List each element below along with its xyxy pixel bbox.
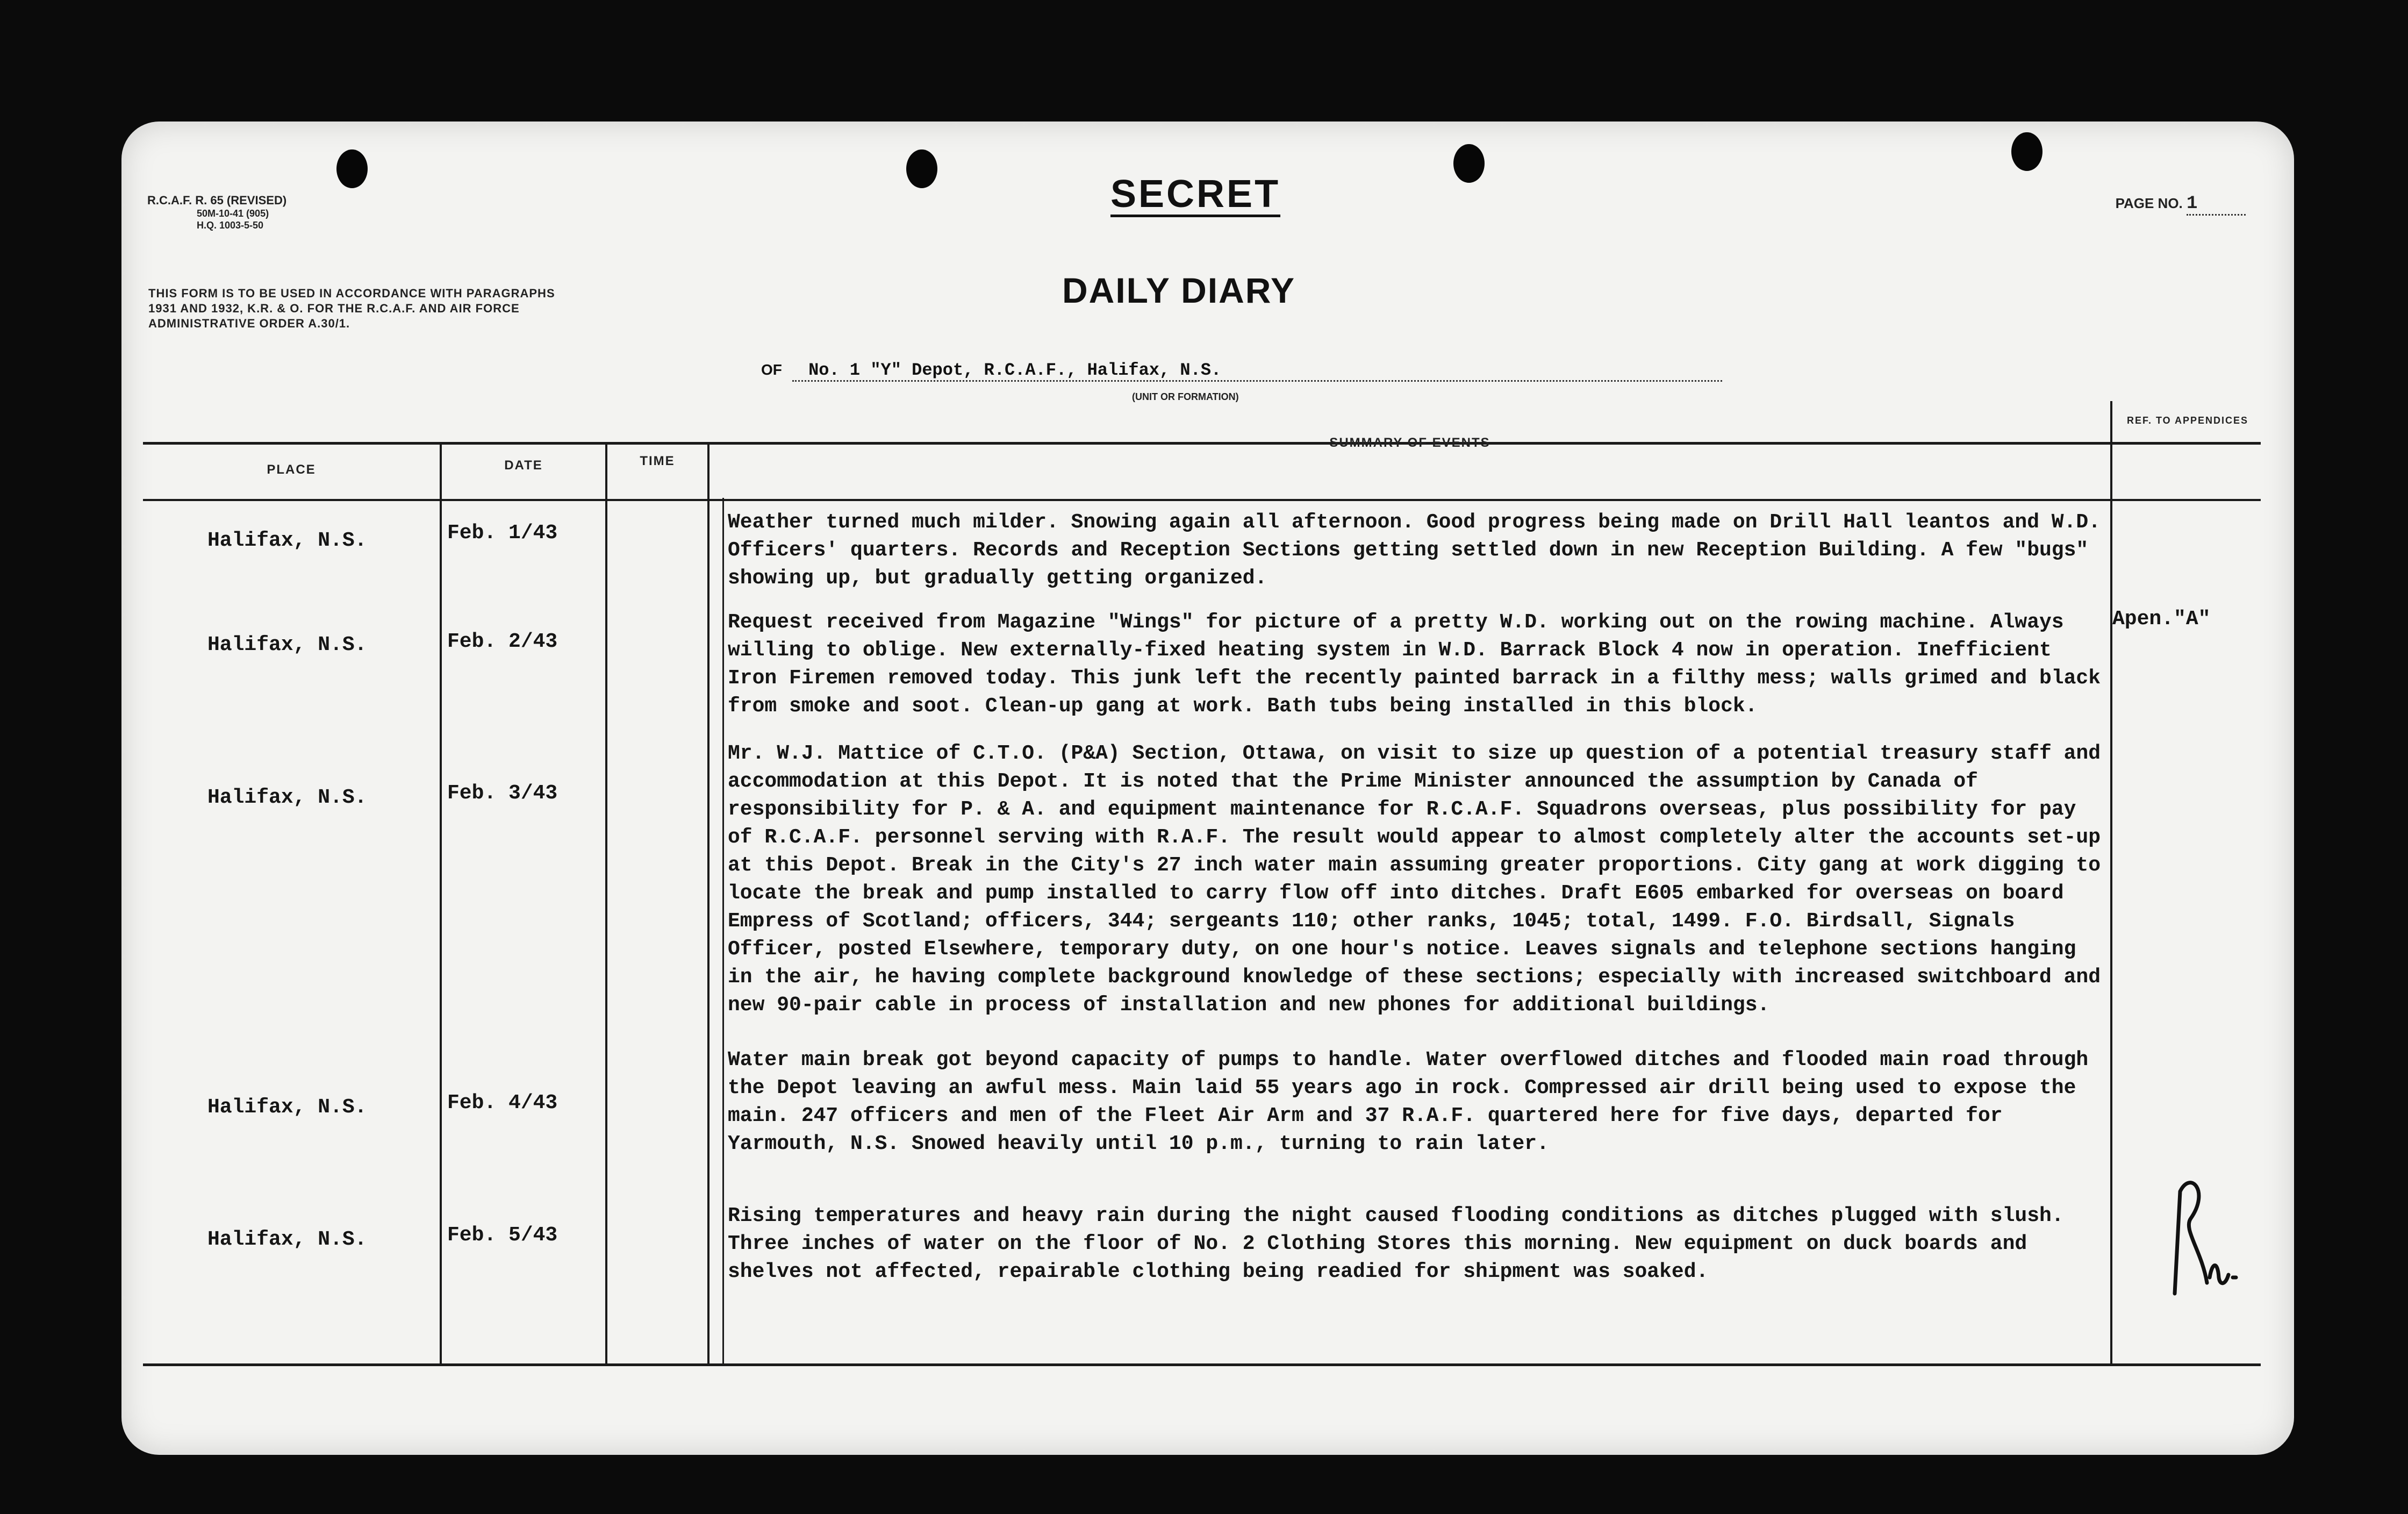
binder-hole bbox=[1453, 144, 1485, 183]
form-instruction-note: THIS FORM IS TO BE USED IN ACCORDANCE WITH PARAGRAPHS 1931 AND 1932, K.R. & O. FOR THE R.C.A.F. AND AIR FORCE ADMINISTRATIVE ORDER A.30/1. bbox=[148, 287, 555, 330]
entry-date: Feb. 2/43 bbox=[447, 630, 558, 653]
entry-place: Halifax, N.S. bbox=[207, 1228, 367, 1251]
page-number-value: 1 bbox=[2187, 194, 2246, 216]
unit-of-label: OF bbox=[761, 361, 782, 378]
column-divider bbox=[605, 443, 607, 1363]
table-bottom-rule bbox=[143, 1363, 2261, 1366]
entry-appendix-ref: Apen."A" bbox=[2112, 608, 2211, 631]
summary-margin-rule bbox=[722, 498, 724, 1363]
entry-summary: Request received from Magazine "Wings" for picture of a pretty W.D. working out on the rowing machine. Always willing to oblige. New externally-fixed heating system in W.D. Barrack Block 4 now in operation. Inefficient Iron Firemen removed today. This junk left the recently painted barrack in a filthy mess; walls grimed and black from smoke and soot. Clean-up gang at work. Bath tubs being installed in this block. bbox=[728, 611, 2101, 718]
column-header-summary: SUMMARY OF EVENTS bbox=[1329, 435, 1490, 450]
entry-place: Halifax, N.S. bbox=[207, 786, 367, 809]
entry-summary: Weather turned much milder. Snowing again all afternoon. Good progress being made on Drill Hall leantos and W.D. Officers' quarters. Records and Reception Sections getting settled down in new Reception Building. A few "bugs" showing up, but gradually getting organized. bbox=[728, 511, 2101, 590]
binder-hole bbox=[336, 149, 368, 188]
column-divider bbox=[707, 443, 710, 1363]
column-header-time: TIME bbox=[640, 454, 675, 468]
handwritten-signature bbox=[2159, 1170, 2239, 1299]
form-code bbox=[147, 194, 286, 231]
form-code-line: H.Q. 1003-5-50 bbox=[197, 220, 264, 231]
page-number-field bbox=[2116, 194, 2246, 216]
column-header-date: DATE bbox=[504, 458, 543, 473]
entry-place: Halifax, N.S. bbox=[207, 529, 367, 552]
form-code-line: 50M-10-41 (905) bbox=[197, 208, 269, 219]
entry-date: Feb. 3/43 bbox=[447, 782, 558, 805]
entry-date: Feb. 4/43 bbox=[447, 1091, 558, 1115]
entry-date: Feb. 1/43 bbox=[447, 522, 558, 545]
binder-hole bbox=[2011, 132, 2042, 171]
entry-place: Halifax, N.S. bbox=[207, 1096, 367, 1119]
unit-field bbox=[761, 360, 1722, 382]
column-divider bbox=[2110, 401, 2112, 1363]
unit-caption: (UNIT OR FORMATION) bbox=[1132, 391, 1239, 402]
binder-hole bbox=[906, 149, 937, 188]
entry-summary: Rising temperatures and heavy rain during the night caused flooding conditions as ditches plugged with slush. Three inches of water on the floor of No. 2 Clothing Stores this morning. New equipment on duck boards and shelves not affected, repairable clothing being readied for shipment was soaked. bbox=[728, 1204, 2064, 1283]
table-header-rule bbox=[143, 499, 2261, 501]
form-title: DAILY DIARY bbox=[1062, 270, 1295, 310]
diary-form-card bbox=[121, 122, 2294, 1455]
entry-summary: Water main break got beyond capacity of pumps to handle. Water overflowed ditches and flooded main road through the Depot leaving an awful mess. Main laid 55 years ago in rock. Compressed air drill being used to expose the main. 247 officers and men of the Fleet Air Arm and 37 R.A.F. quartered here for five days, departed for Yarmouth, N.S. Snowed heavily until 10 p.m., turning to rain later. bbox=[728, 1048, 2089, 1155]
security-classification: SECRET bbox=[1110, 173, 1281, 216]
entry-date: Feb. 5/43 bbox=[447, 1224, 558, 1247]
form-code-line: R.C.A.F. R. 65 (REVISED) bbox=[147, 194, 287, 207]
column-header-place: PLACE bbox=[267, 462, 316, 477]
column-divider bbox=[440, 443, 442, 1363]
unit-value: No. 1 "Y" Depot, R.C.A.F., Halifax, N.S. bbox=[792, 360, 1722, 382]
entry-place: Halifax, N.S. bbox=[207, 633, 367, 656]
column-header-ref: REF. TO APPENDICES bbox=[2126, 415, 2249, 426]
page-number-label: PAGE NO. bbox=[2115, 195, 2183, 211]
entry-summary: Mr. W.J. Mattice of C.T.O. (P&A) Section, Ottawa, on visit to size up question of a potential treasury staff and accommodation at this Depot. It is noted that the Prime Minister announced the assumption by Canada of responsibility for P. & A. and equipment maintenance for R.C.A.F. Squadrons overseas, plus possibility for pay of R.C.A.F. personnel serving with R.A.F. The result would appear to almost completely alter the accounts set-up at this Depot. Break in the City's 27 inch water main assuming greater proportions. City gang at work digging to locate the break and pump installed to carry flow off into ditches. Draft E605 embarked for overseas on board Empress of Scotland; officers, 344; sergeants 110; other ranks, 1045; total, 1499. F.O. Birdsall, Signals Officer, posted Elsewhere, temporary duty, on one hour's notice. Leaves signals and telephone sections hanging in the air, he having complete background knowledge of these sections; especially with increased switchboard and new 90-pair cable in process of installation and new phones for additional buildings. bbox=[728, 742, 2101, 1017]
